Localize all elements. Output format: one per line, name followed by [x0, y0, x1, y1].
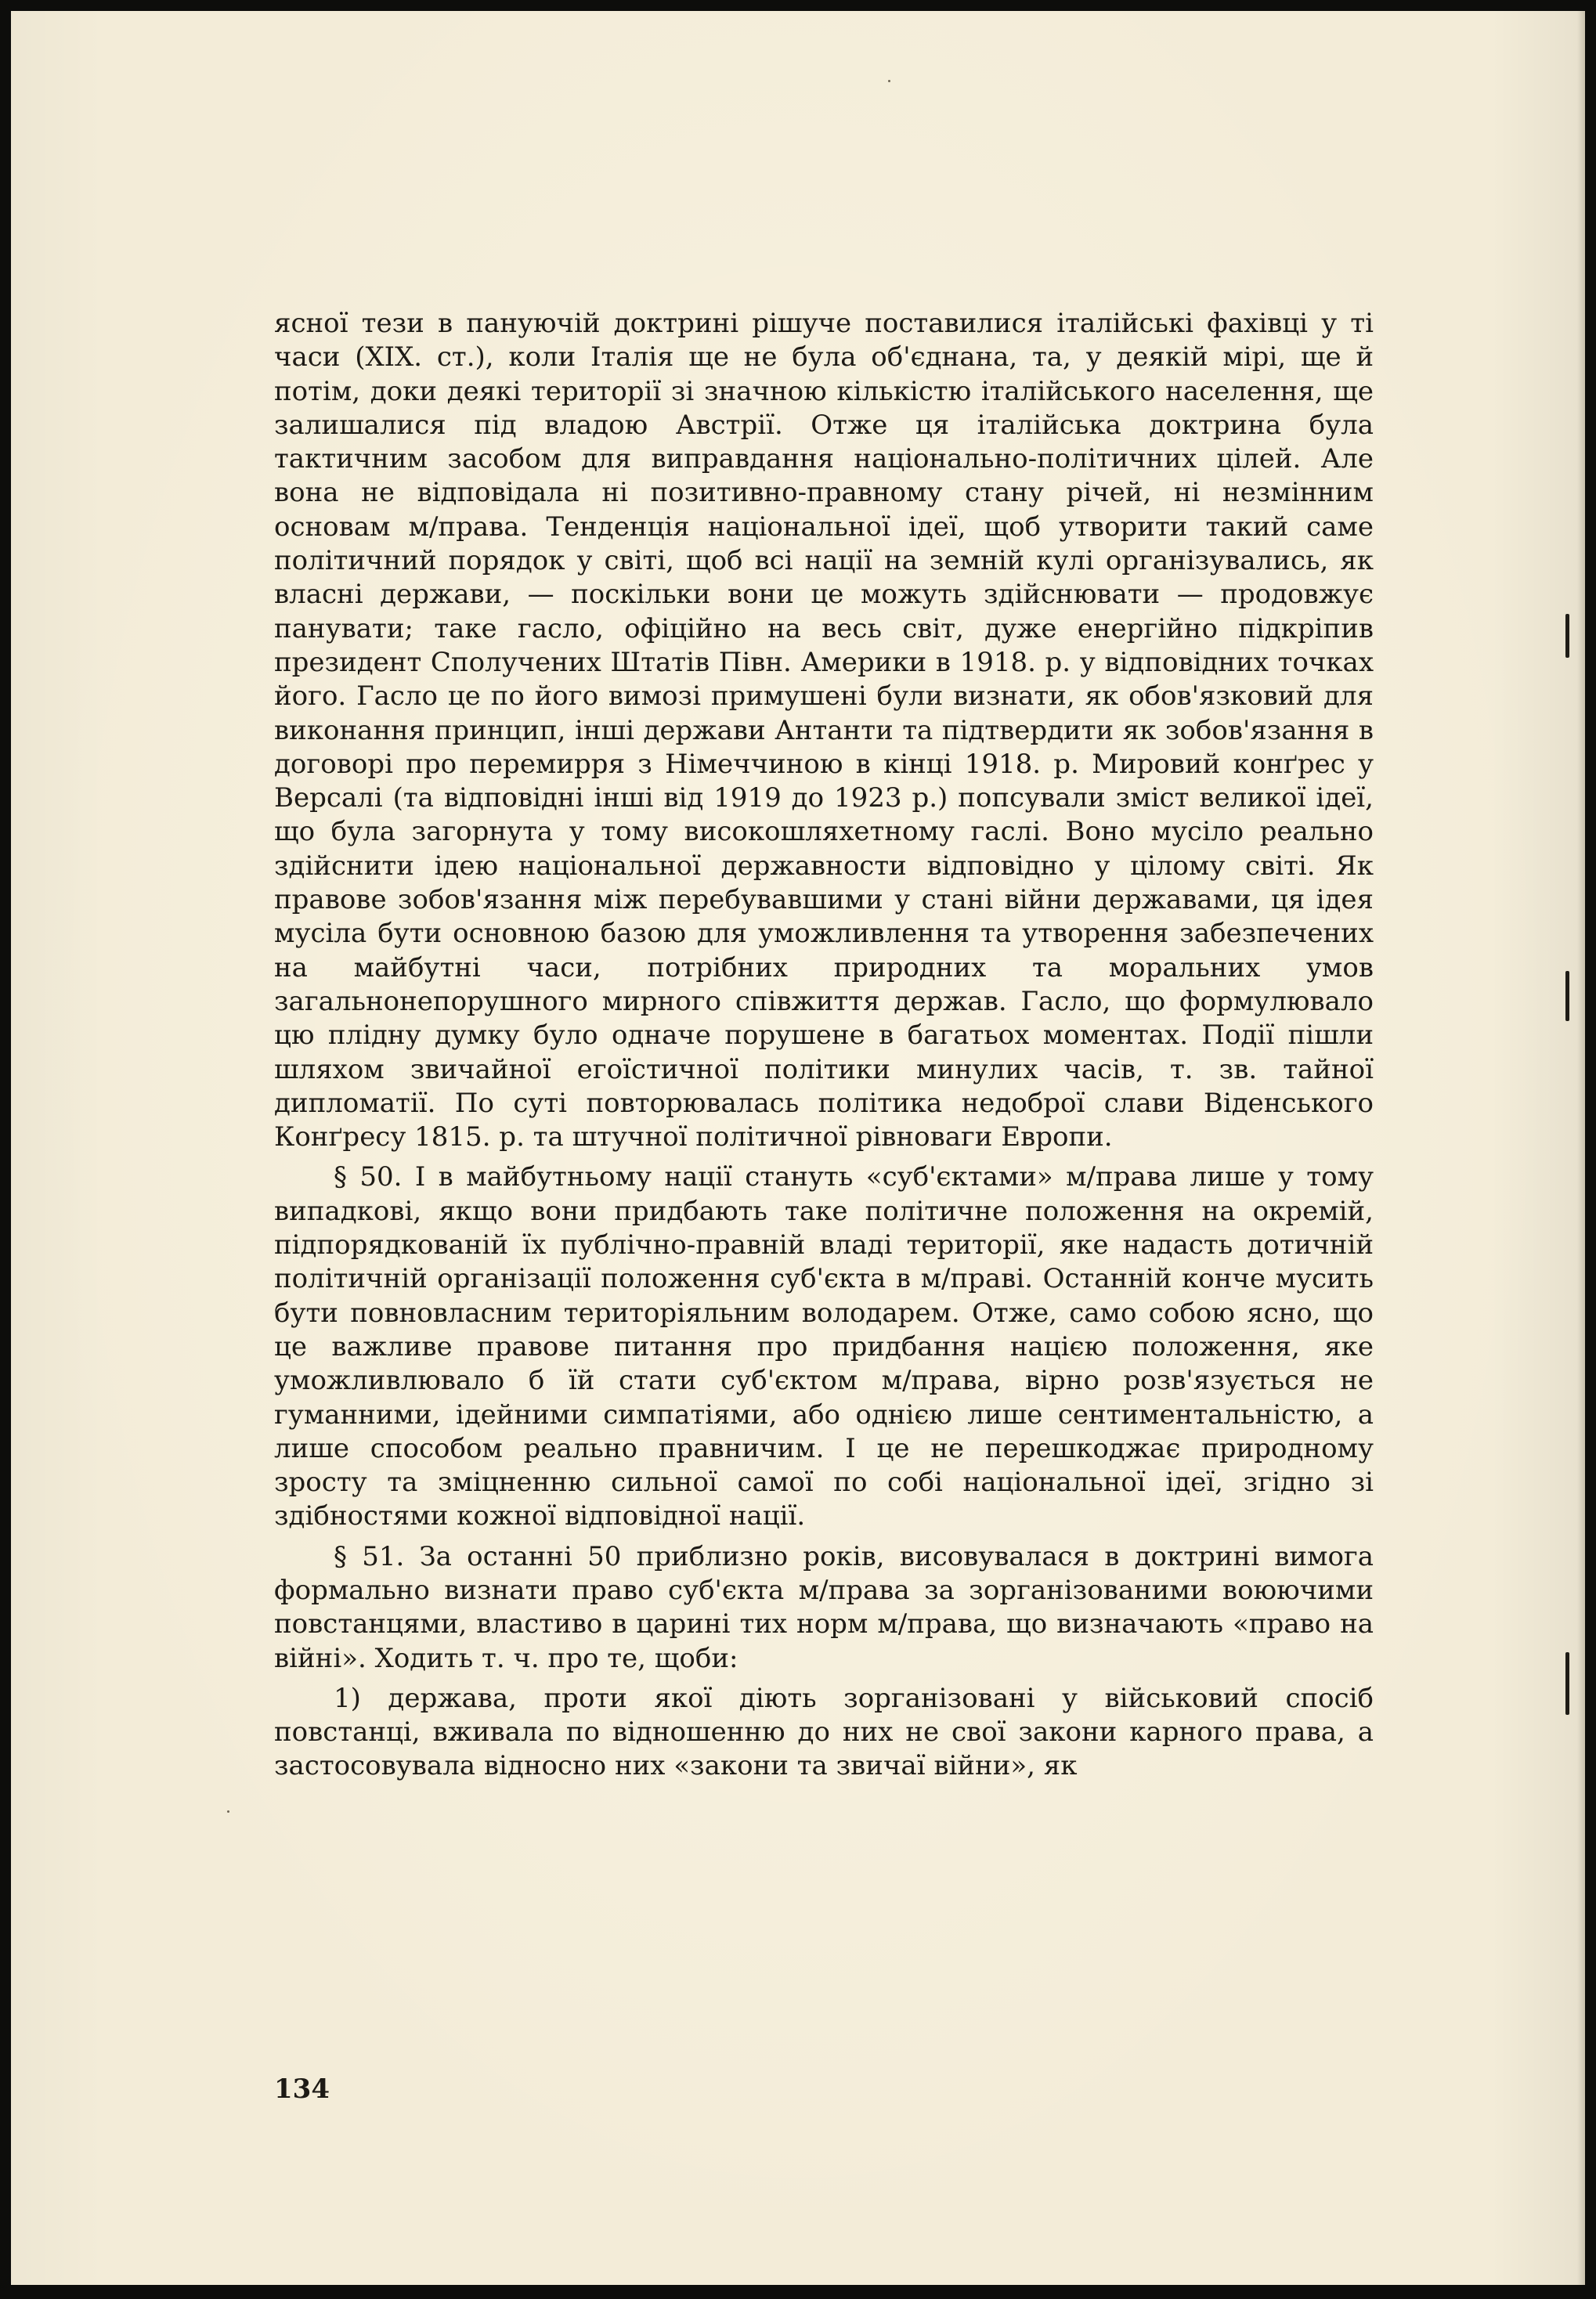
margin-mark — [1565, 614, 1569, 658]
paper-speck — [227, 1810, 229, 1813]
paragraph-continued: ясної тези в пануючій доктрині рішуче поставилися італійські фахівці у ті часи (XIX. ст.), коли Італія ще не була об'єднана, та, у деякій мірі, ще й потім, доки деякі території зі значною кількістю італійського населення, ще залишалися під владою Австрії. Отже ця італійська доктрина була тактичним засобом для виправдання національно-політичних цілей. Але вона не відповідала ні позитивно-правному стану річей, ні незмінним основам м/права. Тенденція національної ідеї, щоб утворити такий саме політичний порядок у світі, щоб всі нації на земній кулі організувались, як власні держави, — поскільки вони це можуть здійснювати — продовжує панувати; таке гасло, офіційно на весь світ, дуже енергійно підкріпив президент Сполучених Штатів Півн. Америки в 1918. р. у відповідних точках його. Гасло це по його вимозі примушені були визнати, як обов'язковий для виконання принцип, інші держави Антанти та підтвердити як зобов'язання в договорі про перемирря з Німеччиною в кінці 1918. р. Мировий конґрес у Версалі (та відповідні інші від 1919 до 1923 р.) попсували зміст великої ідеї, що була загорнута у тому високошляхетному гаслі. Воно мусіло реально здійснити ідею національної державности відповідно у цілому світі. Як правове зобов'язання між перебувавшими у стані війни державами, ця ідея мусіла бути основною базою для уможливлення та утворення забезпечених на майбутні часи, потрібних природних та моральних умов загальнонепорушного мирного співжиття держав. Гасло, що формулювало цю плідну думку було одначе порушене в багатьох моментах. Події пішли шляхом звичайної егоїстичної політики минулих часів, т. зв. тайної дипломатії. По суті повторювалась політика недоброї слави Віденського Конґресу 1815. р. та штучної політичної рівноваги Европи. — [274, 308, 1374, 1153]
margin-mark — [1565, 1652, 1569, 1715]
book-page — [11, 11, 1585, 2285]
paragraph-section-50: § 50. І в майбутньому нації стануть «суб'єктами» м/права лише у тому випадкові, якщо вони придбають таке політичне положення на окремій, підпорядкованій їх публічно-правній владі території, яке надасть дотичній політичній організації положення суб'єкта в м/праві. Останній конче мусить бути повновласним територіяльним володарем. Отже, само собою ясно, що це важливе правове питання про придбання нацією положення, яке уможливлювало б їй стати суб'єктом м/права, вірно розв'язується не гуманними, ідейними симпатіями, або однією лише сентиментальністю, а лише способом реально правничим. І це не перешкоджає природному зросту та зміцненню сильної самої по собі національної ідеї, згідно зі здібностями кожної відповідної нації. — [274, 1161, 1374, 1532]
paragraph-item-1: 1) держава, проти якої діють зорганізовані у військовий спосіб повстанці, вживала по відношенню до них не свої закони карного права, а застосовувала відносно них «закони та звичаї війни», як — [274, 1682, 1374, 1782]
page-number: 134 — [274, 2073, 330, 2105]
page-edge-shadow — [1577, 11, 1585, 2285]
margin-mark — [1565, 971, 1569, 1021]
paragraph-section-51: § 51. За останні 50 приблизно років, висовувалася в доктрині вимога формально визнати право суб'єкта м/права за зорганізованими воюючими повстанцями, властиво в царині тих норм м/права, що визначають «право на війні». Ходить т. ч. про те, щоби: — [274, 1540, 1374, 1674]
body-text — [274, 307, 1374, 1784]
paper-speck — [888, 80, 890, 82]
